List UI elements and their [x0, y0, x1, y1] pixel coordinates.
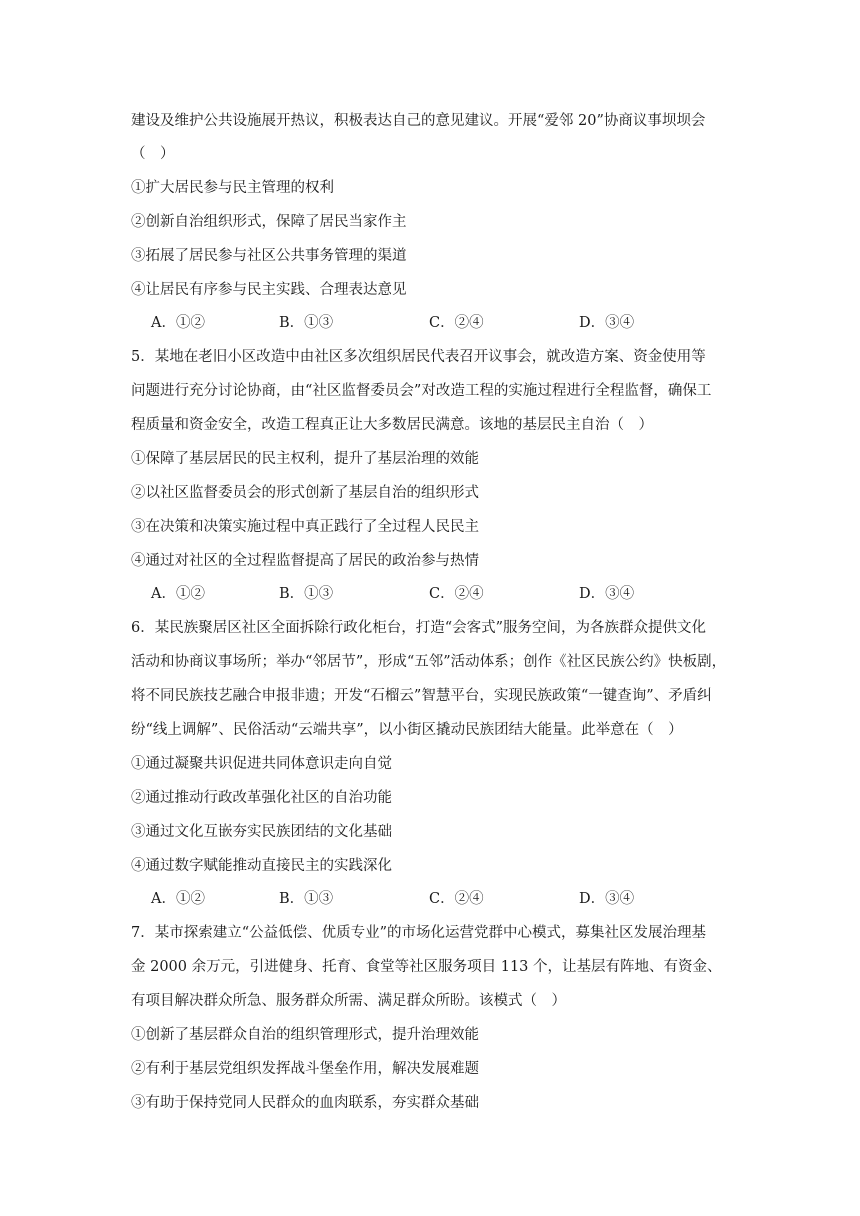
q5-option-d[interactable]: D．③④	[579, 586, 635, 602]
q7-stem-line-3: 有项目解决群众所急、服务群众所需、满足群众所盼。该模式（ ）	[131, 993, 566, 1009]
q4-options	[151, 313, 711, 333]
q7-statement-1: ①创新了基层群众自治的组织管理形式，提升治理效能	[131, 1027, 479, 1043]
q6-statement-1: ①通过凝聚共识促进共同体意识走向自觉	[131, 756, 392, 772]
q5-stem-line-2: 问题进行充分讨论协商，由“社区监督委员会”对改造工程的实施过程进行全程监督，确保工	[131, 383, 712, 399]
q4-statement-4: ④让居民有序参与民主实践、合理表达意见	[131, 282, 407, 298]
q5-statement-4: ④通过对社区的全过程监督提高了居民的政治参与热情	[131, 553, 479, 569]
q5-stem-line-3: 程质量和资金安全，改造工程真正让大多数居民满意。该地的基层民主自治（ ）	[131, 417, 653, 433]
q4-option-a[interactable]: A．①②	[151, 315, 205, 331]
q6-stem-line-2: 活动和协商议事场所；举办“邻居节”，形成“五邻”活动体系；创作《社区民族公约》快板剧，	[131, 654, 727, 670]
q7-stem-line-1: 7．某市探索建立“公益低偿、优质专业”的市场化运营党群中心模式，募集社区发展治理基	[131, 925, 707, 941]
q5-statement-2: ②以社区监督委员会的形式创新了基层自治的组织形式	[131, 485, 479, 501]
q5-stem-line-1: 5．某地在老旧小区改造中由社区多次组织居民代表召开议事会，就改造方案、资金使用等	[131, 349, 706, 365]
q4-option-d[interactable]: D．③④	[579, 315, 635, 331]
q6-option-d[interactable]: D．③④	[579, 891, 635, 907]
q4-option-c[interactable]: C．②④	[429, 315, 484, 331]
q6-option-a[interactable]: A．①②	[151, 891, 205, 907]
q4-statement-3: ③拓展了居民参与社区公共事务管理的渠道	[131, 248, 407, 264]
q5-option-a[interactable]: A．①②	[151, 586, 205, 602]
q4-statement-1: ①扩大居民参与民主管理的权利	[131, 180, 334, 196]
q7-stem-line-2: 金 2000 余万元，引进健身、托育、食堂等社区服务项目 113 个，让基层有阵地、有资金、	[131, 959, 722, 975]
q5-statement-1: ①保障了基层居民的民主权利，提升了基层治理的效能	[131, 451, 479, 467]
q6-option-b[interactable]: B．①③	[279, 891, 334, 907]
q4-option-b[interactable]: B．①③	[279, 315, 334, 331]
q6-statement-3: ③通过文化互嵌夯实民族团结的文化基础	[131, 824, 392, 840]
q5-option-c[interactable]: C．②④	[429, 586, 484, 602]
q5-statement-3: ③在决策和决策实施过程中真正践行了全过程人民民主	[131, 519, 479, 535]
q7-statement-3: ③有助于保持党同人民群众的血肉联系，夯实群众基础	[131, 1095, 479, 1111]
q6-option-c[interactable]: C．②④	[429, 891, 484, 907]
q6-stem-line-3: 将不同民族技艺融合申报非遗；开发“石榴云”智慧平台，实现民族政策“一键查询”、矛盾纠	[131, 688, 712, 704]
q4-statement-2: ②创新自治组织形式，保障了居民当家作主	[131, 214, 407, 230]
q5-options	[151, 584, 711, 604]
q6-stem-line-4: 纷“线上调解”、民俗活动“云端共享”，以小街区撬动民族团结大能量。此举意在（ ）	[131, 722, 683, 738]
q5-option-b[interactable]: B．①③	[279, 586, 334, 602]
q6-statement-4: ④通过数字赋能推动直接民主的实践深化	[131, 858, 392, 874]
q4-answer-blank: （ ）	[131, 146, 175, 162]
q6-stem-line-1: 6．某民族聚居区社区全面拆除行政化柜台，打造“会客式”服务空间，为各族群众提供文化	[131, 620, 707, 636]
q4-stem-end: 建设及维护公共设施展开热议，积极表达自己的意见建议。开展“爱邻 20”协商议事坝坝会	[131, 113, 706, 129]
q6-options	[151, 889, 711, 909]
q7-statement-2: ②有利于基层党组织发挥战斗堡垒作用，解决发展难题	[131, 1061, 479, 1077]
q6-statement-2: ②通过推动行政改革强化社区的自治功能	[131, 790, 392, 806]
